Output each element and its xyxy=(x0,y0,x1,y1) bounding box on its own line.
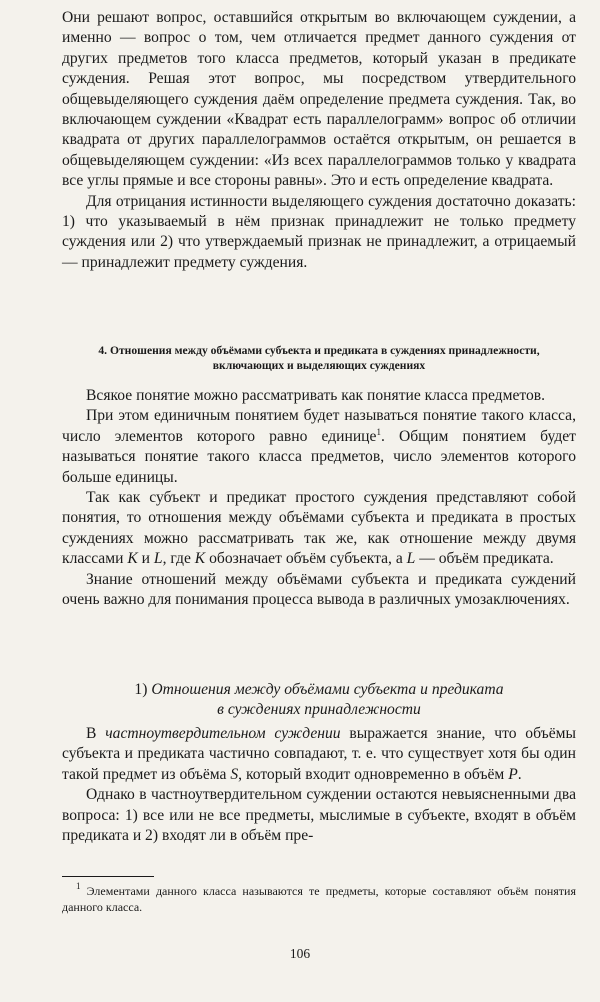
text-span: . xyxy=(517,765,522,783)
intro-paragraph: Они решают вопрос, оставшийся открытым во включающем суждении, а именно — вопрос о том, чем отличается предмет данного суждения от других предметов того класса предметов, который указан в предикате суждения. Решая этот вопрос, мы посредством утвердительного общевыделяющего суждения даём определение предмета суждения. Так, во включающем суждении «Квадрат есть параллелограмм» вопрос об отличии квадрата от других параллелограммов остаётся открытым, он решается в общевыделяющем суждении: «Из всех параллелограммов только у квадрата все углы прямые и все стороны равны». Это и есть определение квадрата. xyxy=(62,9,576,190)
text-span: Так как субъект и предикат простого суждения представляют собой понятия, то отношения между объёмами субъекта и предиката в простых суждениях можно рассматривать так же, как отношение между двумя классами xyxy=(62,489,576,568)
class-symbol-k: K xyxy=(194,550,206,568)
section-text-block xyxy=(62,386,576,610)
page-number: 106 xyxy=(289,946,311,961)
section-paragraph-2 xyxy=(62,406,576,488)
term-italic: частноутвердительном суждении xyxy=(105,725,341,742)
footnote-mark: 1 xyxy=(76,881,81,891)
text-span: В xyxy=(86,725,106,742)
section-paragraph-4: Знание отношений между объёмами субъекта и предиката суждений очень важно для понимания процесса вывода в различных умозаключениях. xyxy=(62,570,576,609)
section-paragraph-3 xyxy=(62,488,576,570)
footnote xyxy=(62,881,576,915)
section-paragraph-1: Всякое понятие можно рассматривать как понятие класса предметов. xyxy=(86,387,546,404)
footnote-divider xyxy=(62,876,154,877)
text-span: обозначает объём субъекта, а xyxy=(205,550,407,568)
class-symbol-l: L xyxy=(406,550,416,568)
text-span: выражается знание, что объёмы субъекта и предиката частично совпадают, т. е. что существует хотя бы один такой предмет из объёма xyxy=(62,725,576,783)
subsection-heading-line-2: в суждениях принадлежности xyxy=(217,701,421,718)
subsection-paragraph-1 xyxy=(62,724,576,785)
symbol-s: S xyxy=(230,765,239,783)
text-span: и xyxy=(137,550,154,568)
subsection-number: 1) xyxy=(134,681,148,698)
subsection-title-1: Отношения между объёмами субъекта и предиката xyxy=(151,681,504,698)
footnote-reference: 1 xyxy=(376,426,381,437)
text-span: , который входит одновременно в объём xyxy=(238,765,509,783)
intro-text-block xyxy=(62,8,576,273)
symbol-p: P xyxy=(508,765,518,783)
section-heading: 4. Отношения между объёмами субъекта и предиката в суждениях принадлежности, включающих и выделяющих суждениях xyxy=(98,344,540,372)
footnote-text: Элементами данного класса называются те предметы, которые составляют объём понятия данного класса. xyxy=(62,884,576,914)
class-symbol-l: L xyxy=(153,550,163,568)
subsection-paragraph-2: Однако в частноутвердительном суждении остаются невыясненными два вопроса: 1) все или не все предметы, мыслимые в субъекте, входят в объём предиката и 2) входят ли в объём пре- xyxy=(62,786,576,845)
subsection-heading-line-1 xyxy=(62,680,576,700)
text-span: , где xyxy=(162,550,195,568)
class-symbol-k: K xyxy=(127,550,138,568)
section-paragraph-2-start: При этом единичным понятием будет называться понятие такого класса, число элементов которого равно единице xyxy=(62,407,576,445)
subsection-text-block xyxy=(62,724,576,846)
text-span: — объём предиката. xyxy=(415,550,554,568)
subsection-heading xyxy=(62,680,576,720)
negation-paragraph: Для отрицания истинности выделяющего суждения достаточно доказать: 1) что указываемый в нём признак принадлежит не только предмету суждения или 2) что утверждаемый признак не принадлежит, а отрицаемый — принадлежит предмету суждения. xyxy=(62,192,576,271)
section-paragraph-2-end: . Общим понятием будет называться понятие такого класса предметов, число элементов которого больше единицы. xyxy=(62,427,576,486)
